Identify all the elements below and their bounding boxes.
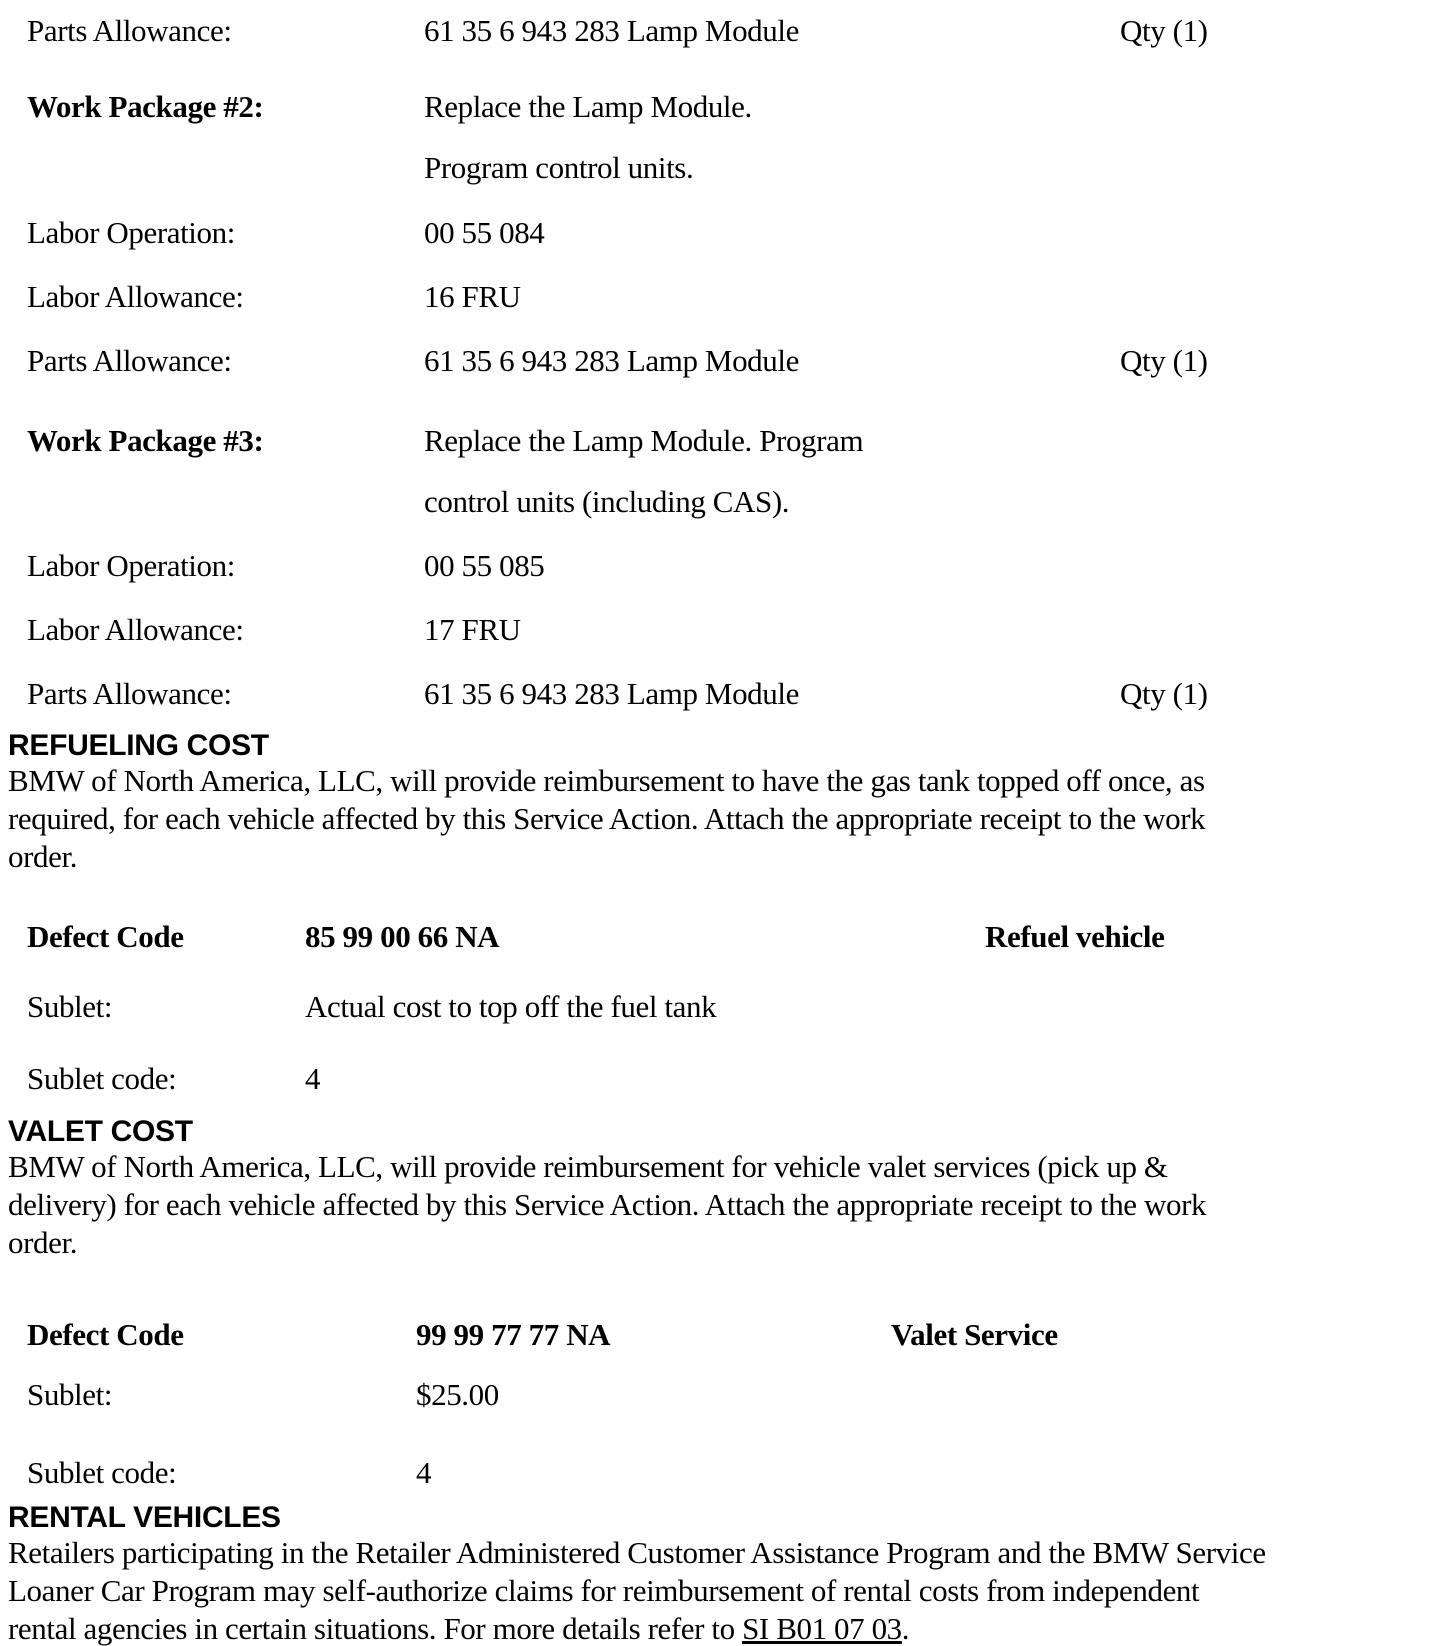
sublet-label: Sublet: xyxy=(27,989,113,1024)
refueling-sublet-code-row xyxy=(0,1060,1440,1098)
field-value: 61 35 6 943 283 Lamp Module xyxy=(424,13,799,48)
defect-code-description: Refuel vehicle xyxy=(985,919,1165,954)
paragraph-line: BMW of North America, LLC, will provide reimbursement for vehicle valet services (pick up & xyxy=(8,1149,1168,1184)
sublet-code-value: 4 xyxy=(416,1455,432,1490)
field-value: 61 35 6 943 283 Lamp Module xyxy=(424,676,799,711)
field-label: Labor Allowance: xyxy=(27,612,244,647)
defect-code-description: Valet Service xyxy=(891,1317,1058,1352)
qty-value: Qty (1) xyxy=(1120,343,1208,378)
paragraph-line: Retailers participating in the Retailer Administered Customer Assistance Program and the BMW Service xyxy=(8,1535,1266,1570)
kv-row-parts-allowance-1 xyxy=(0,12,1440,50)
sublet-value: Actual cost to top off the fuel tank xyxy=(305,989,717,1024)
kv-row-labor-allowance-2 xyxy=(0,611,1440,649)
kv-row-work-package-3 xyxy=(0,422,1440,460)
valet-sublet-row xyxy=(0,1376,1440,1414)
kv-row-parts-allowance-2 xyxy=(0,342,1440,380)
paragraph-line: BMW of North America, LLC, will provide reimbursement to have the gas tank topped off once, as xyxy=(8,763,1205,798)
kv-row-labor-operation-1 xyxy=(0,214,1440,252)
qty-value: Qty (1) xyxy=(1120,676,1208,711)
sublet-code-value: 4 xyxy=(305,1061,321,1096)
field-label: Labor Allowance: xyxy=(27,279,244,314)
paragraph-line-text: rental agencies in certain situations. For more details refer to xyxy=(8,1611,743,1646)
valet-sublet-code-row xyxy=(0,1454,1440,1492)
field-label: Labor Operation: xyxy=(27,548,235,583)
rental-paragraph xyxy=(8,1534,1440,1646)
section-heading-rental-vehicles: RENTAL VEHICLES xyxy=(8,1501,281,1534)
work-package-line2: Program control units. xyxy=(424,150,694,185)
sublet-code-label: Sublet code: xyxy=(27,1455,177,1490)
field-value: 16 FRU xyxy=(424,279,521,314)
work-package-line1: Replace the Lamp Module. Program xyxy=(424,423,864,458)
kv-row-work-package-2-line2 xyxy=(0,149,1440,187)
sublet-value: $25.00 xyxy=(416,1377,499,1412)
paragraph-line-with-link xyxy=(8,1610,1440,1646)
kv-row-work-package-2 xyxy=(0,88,1440,126)
paragraph-line: delivery) for each vehicle affected by this Service Action. Attach the appropriate receipt to the work xyxy=(8,1187,1207,1222)
paragraph-line: Loaner Car Program may self-authorize claims for reimbursement of rental costs from independent xyxy=(8,1573,1200,1608)
field-label: Parts Allowance: xyxy=(27,13,232,48)
work-package-label: Work Package #3: xyxy=(27,423,264,458)
paragraph-line: order. xyxy=(8,1225,78,1260)
sublet-code-label: Sublet code: xyxy=(27,1061,177,1096)
field-label: Labor Operation: xyxy=(27,215,235,250)
si-bulletin-link[interactable]: SI B01 07 03 xyxy=(742,1611,902,1646)
refueling-defect-code-row xyxy=(0,918,1440,956)
work-package-line2: control units (including CAS). xyxy=(424,484,790,519)
refueling-sublet-row xyxy=(0,988,1440,1026)
valet-paragraph xyxy=(8,1148,1440,1262)
section-heading-refueling-cost: REFUELING COST xyxy=(8,729,269,762)
field-value: 17 FRU xyxy=(424,612,521,647)
field-value: 00 55 084 xyxy=(424,215,545,250)
defect-code-label: Defect Code xyxy=(27,919,184,954)
paragraph-line: required, for each vehicle affected by this Service Action. Attach the appropriate receipt to the work xyxy=(8,801,1206,836)
qty-value: Qty (1) xyxy=(1120,13,1208,48)
defect-code-value: 99 99 77 77 NA xyxy=(416,1317,611,1352)
field-value: 61 35 6 943 283 Lamp Module xyxy=(424,343,799,378)
field-label: Parts Allowance: xyxy=(27,676,232,711)
sentence-period: . xyxy=(901,1611,910,1646)
kv-row-parts-allowance-3 xyxy=(0,675,1440,713)
valet-defect-code-row xyxy=(0,1316,1440,1354)
paragraph-line: order. xyxy=(8,839,78,874)
sublet-label: Sublet: xyxy=(27,1377,113,1412)
kv-row-work-package-3-line2 xyxy=(0,483,1440,521)
defect-code-label: Defect Code xyxy=(27,1317,184,1352)
kv-row-labor-allowance-1 xyxy=(0,278,1440,316)
kv-row-labor-operation-2 xyxy=(0,547,1440,585)
field-value: 00 55 085 xyxy=(424,548,545,583)
defect-code-value: 85 99 00 66 NA xyxy=(305,919,500,954)
work-package-line1: Replace the Lamp Module. xyxy=(424,89,752,124)
refueling-paragraph xyxy=(8,762,1440,876)
field-label: Parts Allowance: xyxy=(27,343,232,378)
section-heading-valet-cost: VALET COST xyxy=(8,1115,193,1148)
work-package-label: Work Package #2: xyxy=(27,89,264,124)
